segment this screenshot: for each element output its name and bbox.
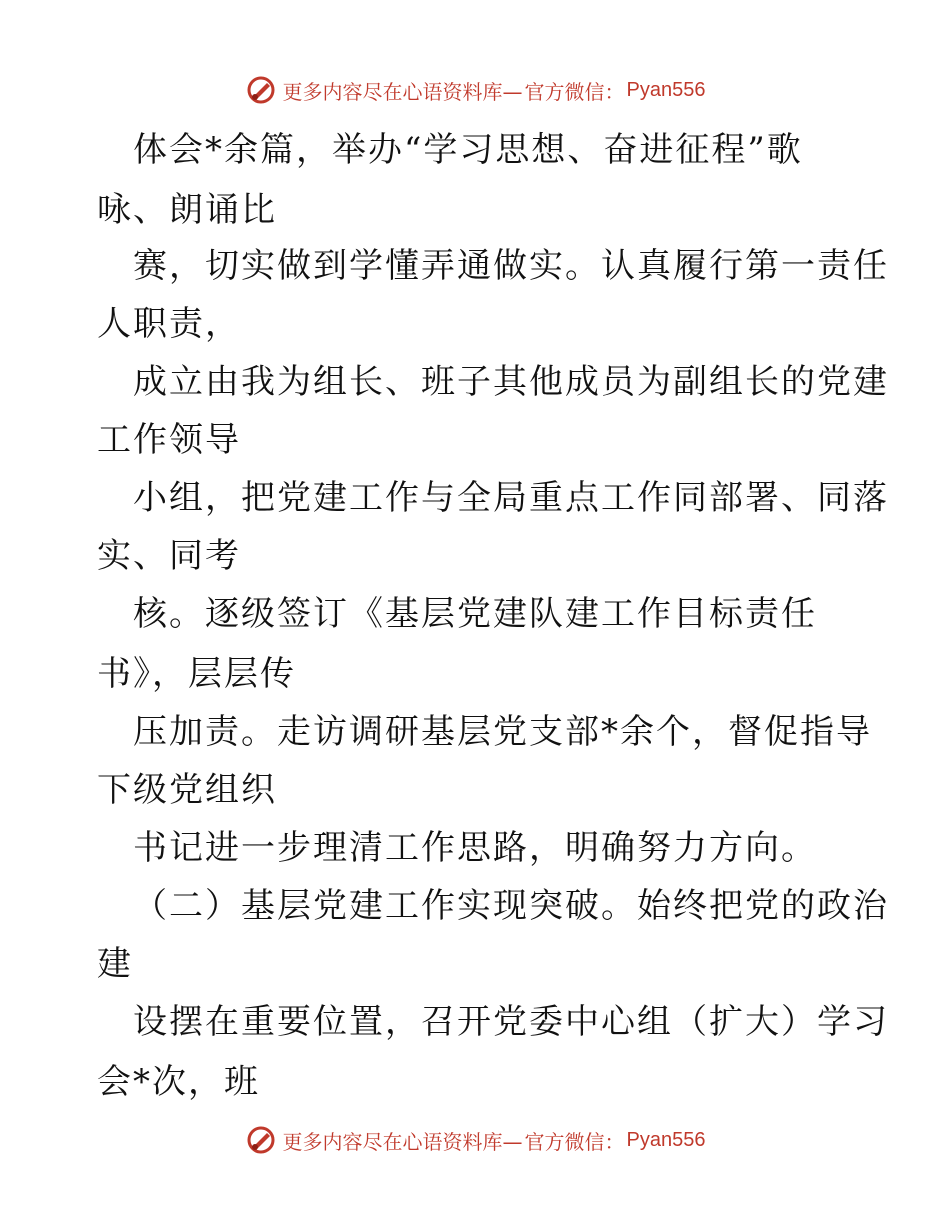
text-line: 建 [97,944,133,984]
text-line: 体会*余篇，举办“学习思想、奋进征程”歌 [133,130,803,170]
banner-slogan: 更多内容尽在心语资料库— [282,1129,523,1154]
text-line: 设摆在重要位置，召开党委中心组（扩大）学习 [133,1002,889,1042]
banner-slogan: 更多内容尽在心语资料库— [282,79,523,104]
text-line: 会*次，班 [97,1062,260,1102]
brush-logo-icon [245,74,277,106]
text-line: 工作领导 [97,420,241,460]
text-line: （二）基层党建工作实现突破。始终把党的政治 [133,886,889,926]
banner-wechat-label: 官方微信： [524,79,625,104]
text-line: 赛，切实做到学懂弄通做实。认真履行第一责任 [133,246,889,286]
brush-logo-icon [245,1124,277,1156]
text-line: 核。逐级签订《基层党建队建工作目标责任 [133,594,817,634]
header-banner [0,72,950,108]
text-line: 成立由我为组长、班子其他成员为副组长的党建 [133,362,889,402]
footer-banner [0,1122,950,1158]
banner-wechat-label: 官方微信： [524,1129,625,1154]
text-line: 咏、朗诵比 [97,190,277,230]
text-line: 人职责， [97,304,241,344]
banner-wechat-id: Pyan556 [626,78,706,101]
text-line: 书记进一步理清工作思路，明确努力方向。 [133,828,817,868]
text-line: 实、同考 [97,536,241,576]
text-line: 压加责。走访调研基层党支部*余个，督促指导 [133,712,872,752]
text-line: 下级党组织 [97,770,277,810]
text-line: 小组，把党建工作与全局重点工作同部署、同落 [133,478,889,518]
text-line: 书》，层层传 [97,654,296,694]
banner-wechat-id: Pyan556 [626,1128,706,1151]
